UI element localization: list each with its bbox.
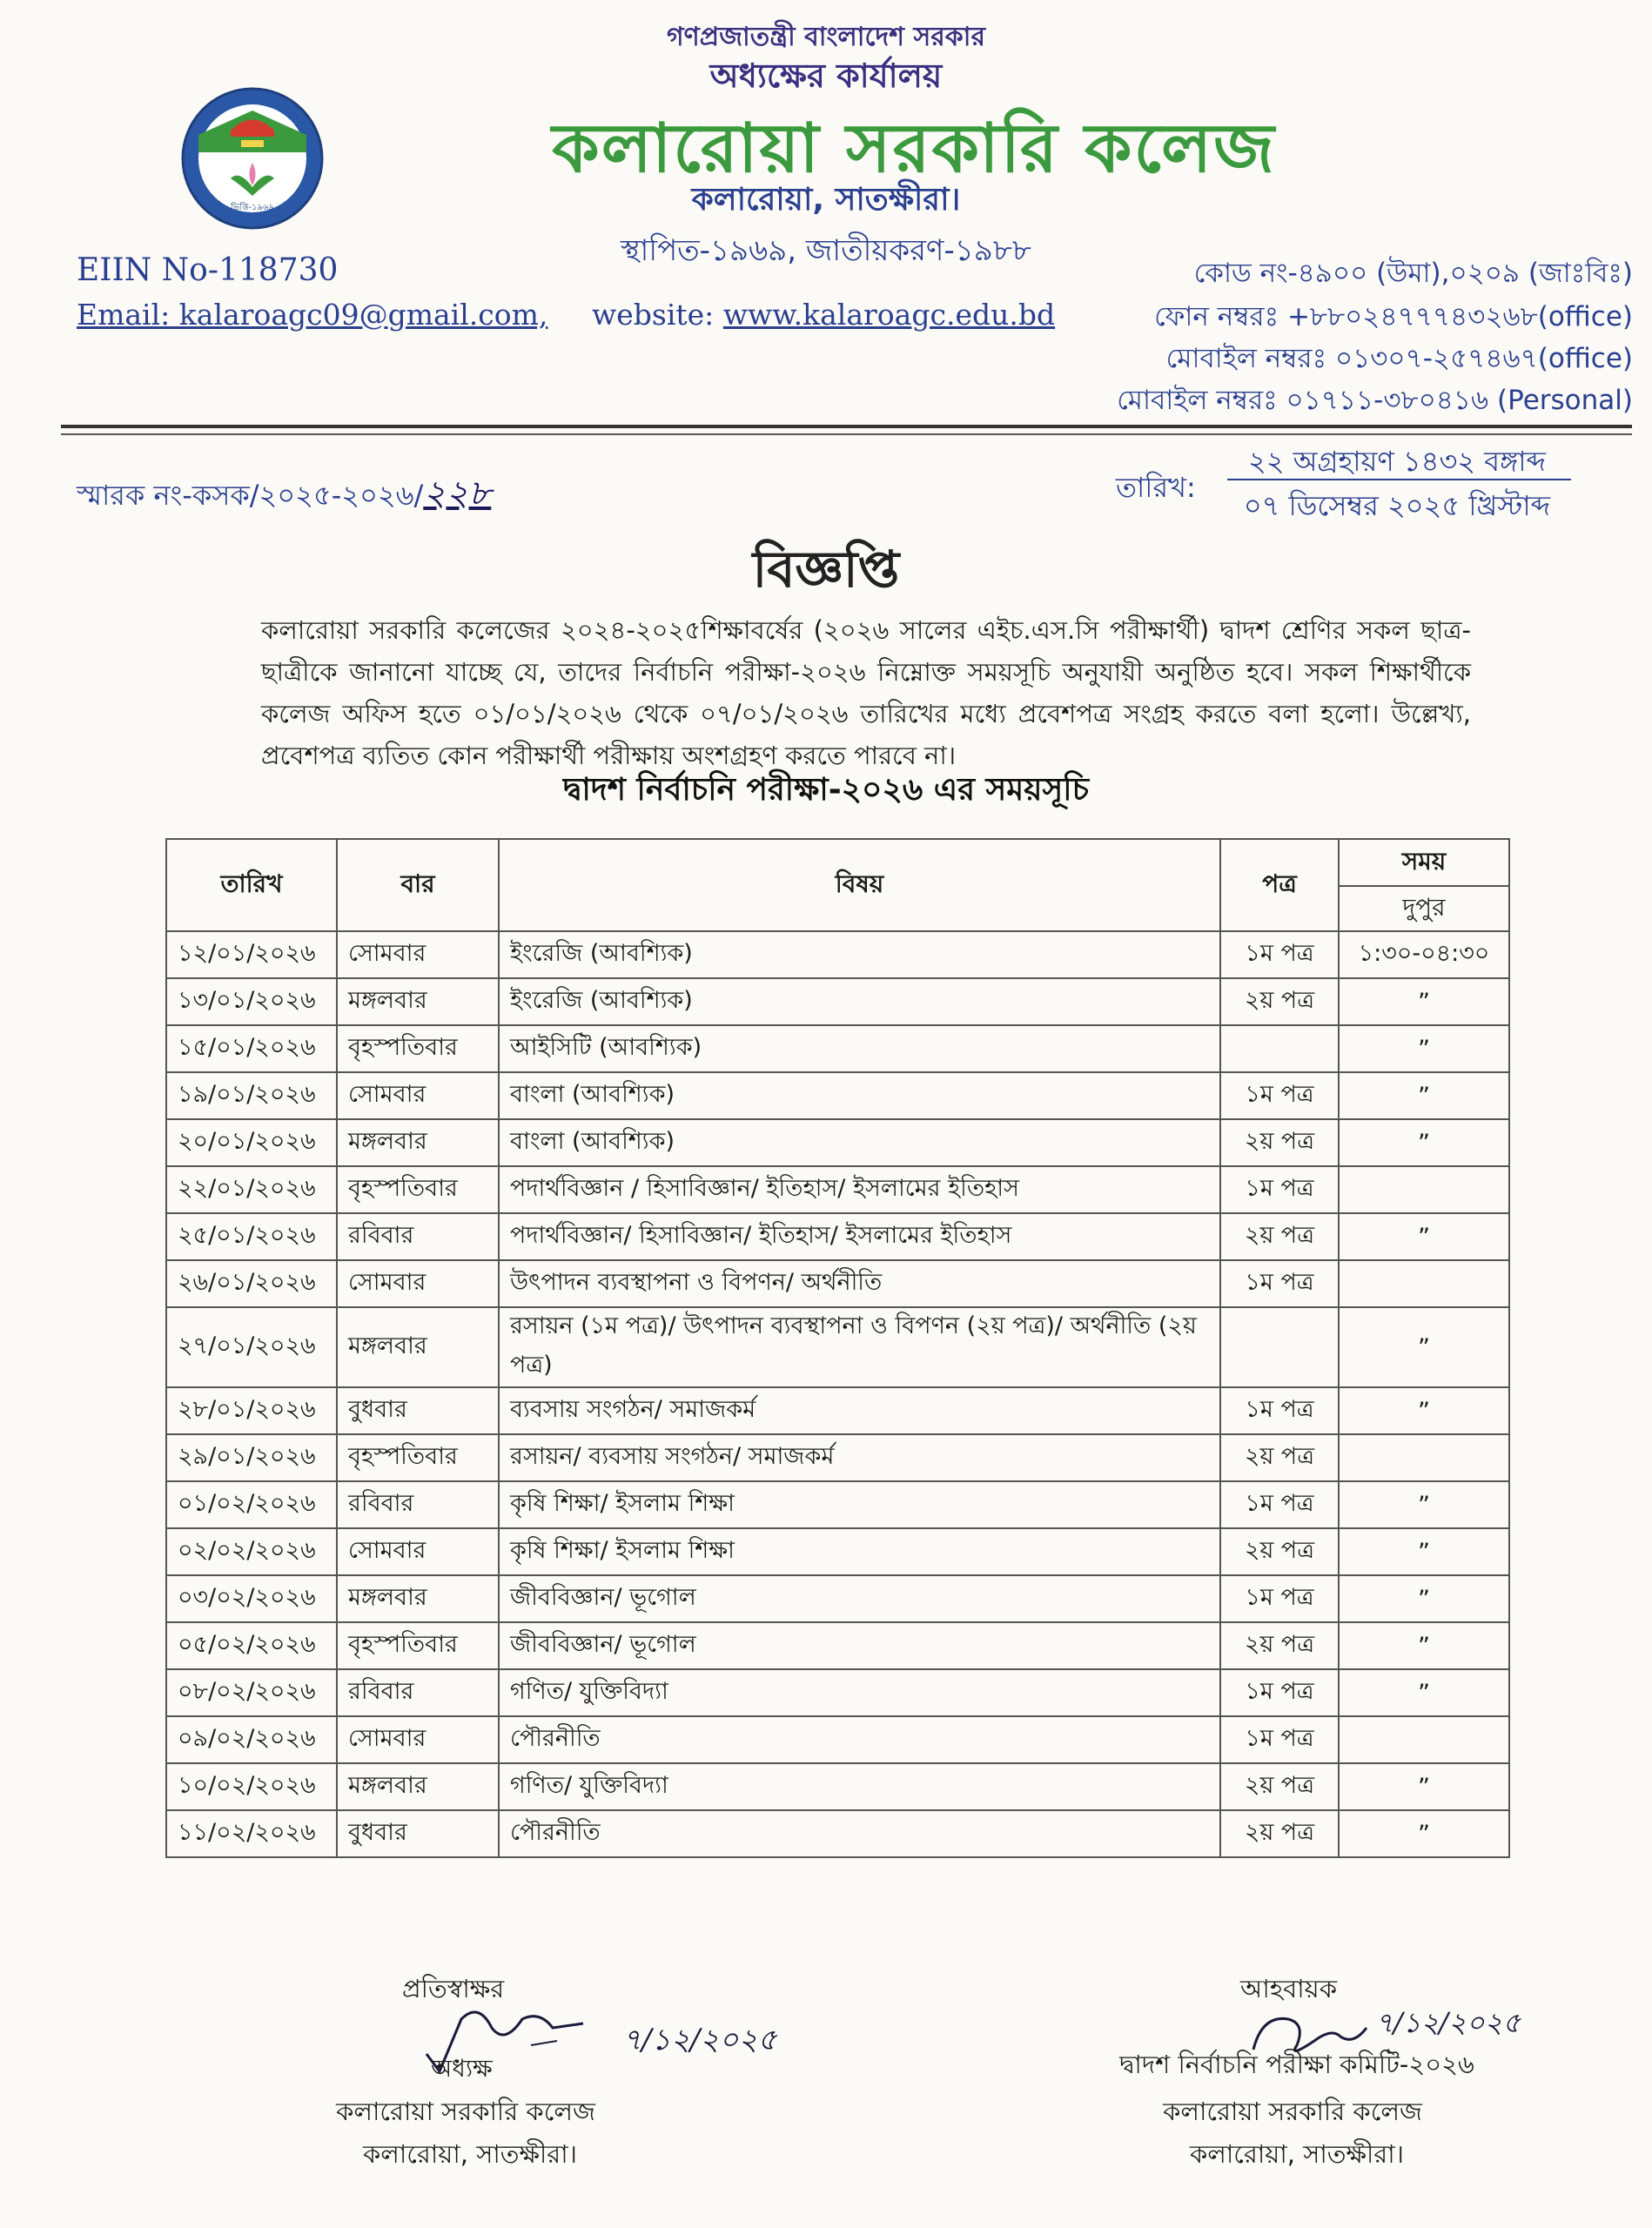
cell-time: ” xyxy=(1339,978,1509,1025)
cell-day: সোমবার xyxy=(337,1072,499,1119)
table-row xyxy=(166,1166,1509,1213)
cell-date: ১২/০১/২০২৬ xyxy=(166,931,337,978)
convener-place: কলারোয়া, সাতক্ষীরা। xyxy=(1189,2139,1405,2169)
cell-time: ” xyxy=(1339,1213,1509,1260)
cell-day: সোমবার xyxy=(337,1260,499,1307)
table-row xyxy=(166,1213,1509,1260)
cell-paper: ১ম পত্র xyxy=(1220,1575,1339,1622)
cell-time xyxy=(1339,1260,1509,1307)
table-row xyxy=(166,1434,1509,1481)
convener-role: দ্বাদশ নির্বাচনি পরীক্ষা কমিটি-২০২৬ xyxy=(1119,2050,1474,2079)
cell-paper: ১ম পত্র xyxy=(1220,1387,1339,1434)
table-row xyxy=(166,931,1509,978)
memo-number: ২২৮ xyxy=(423,473,492,513)
cell-subject: ব্যবসায় সংগঠন/ সমাজকর্ম xyxy=(499,1387,1220,1434)
contact-phone: ফোন নম্বরঃ +৮৮০২৪৭৭৭৪৩২৬৮(office) xyxy=(1154,301,1633,332)
cell-time: ” xyxy=(1339,1763,1509,1810)
cell-paper: ১ম পত্র xyxy=(1220,1716,1339,1763)
cell-date: ১৫/০১/২০২৬ xyxy=(166,1025,337,1072)
college-name: কলারোয়া সরকারি কলেজ xyxy=(552,110,1276,188)
memo-label: স্মারক নং-কসক/২০২৫-২০২৬/ xyxy=(77,479,424,512)
convener-sign-date: ৭/১২/২০২৫ xyxy=(1375,2006,1521,2039)
date-label: তারিখ: xyxy=(1116,471,1196,504)
convener-label: আহবায়ক xyxy=(1240,1974,1337,2003)
cell-paper: ১ম পত্র xyxy=(1220,1481,1339,1528)
contact-code: কোড নং-৪৯০০ (উমা),০২০৯ (জাঃবিঃ) xyxy=(1193,258,1633,289)
cell-day: বৃহস্পতিবার xyxy=(337,1166,499,1213)
cell-day: বুধবার xyxy=(337,1387,499,1434)
table-row xyxy=(166,978,1509,1025)
cell-paper: ২য় পত্র xyxy=(1220,1810,1339,1857)
cell-subject: পৌরনীতি xyxy=(499,1716,1220,1763)
cell-time: ” xyxy=(1339,1307,1509,1387)
college-location: কলারোয়া, সাতক্ষীরা। xyxy=(691,182,961,218)
cell-paper: ২য় পত্র xyxy=(1220,1763,1339,1810)
table-row xyxy=(166,1575,1509,1622)
cell-subject: কৃষি শিক্ষা/ ইসলাম শিক্ষা xyxy=(499,1528,1220,1575)
header-subject: বিষয় xyxy=(499,839,1220,931)
cell-day: মঙ্গলবার xyxy=(337,978,499,1025)
header-time: সময় xyxy=(1339,839,1509,886)
cell-day: মঙ্গলবার xyxy=(337,1763,499,1810)
header-date: তারিখ xyxy=(166,839,337,931)
cell-time: ” xyxy=(1339,1072,1509,1119)
established-line: স্থাপিত-১৯৬৯, জাতীয়করণ-১৯৮৮ xyxy=(621,233,1031,268)
date-divider xyxy=(1227,479,1571,480)
cell-date: ১৯/০১/২০২৬ xyxy=(166,1072,337,1119)
cell-date: ২৬/০১/২০২৬ xyxy=(166,1260,337,1307)
office-name: অধ্যক্ষের কার্যালয় xyxy=(709,57,943,95)
cell-paper: ২য় পত্র xyxy=(1220,1622,1339,1669)
cell-subject: পদার্থবিজ্ঞান / হিসাবিজ্ঞান/ ইতিহাস/ ইসলামের ইতিহাস xyxy=(499,1166,1220,1213)
principal-sign-date: ৭/১২/২০২৫ xyxy=(622,2023,777,2057)
cell-date: ২৭/০১/২০২৬ xyxy=(166,1307,337,1387)
cell-day: রবিবার xyxy=(337,1669,499,1716)
cell-subject: রসায়ন (১ম পত্র)/ উৎপাদন ব্যবস্থাপনা ও বিপণন (২য় পত্র)/ অর্থনীতি (২য় পত্র) xyxy=(499,1307,1220,1387)
cell-paper: ১ম পত্র xyxy=(1220,1072,1339,1119)
table-row xyxy=(166,1387,1509,1434)
cell-time: ” xyxy=(1339,1810,1509,1857)
cell-day: সোমবার xyxy=(337,931,499,978)
cell-paper: ২য় পত্র xyxy=(1220,1434,1339,1481)
cell-subject: গণিত/ যুক্তিবিদ্যা xyxy=(499,1669,1220,1716)
contact-mobile-office: মোবাইল নম্বরঃ ০১৩০৭-২৫৭৪৬৭(office) xyxy=(1165,343,1633,374)
table-header-row xyxy=(166,839,1509,886)
cell-day: মঙ্গলবার xyxy=(337,1307,499,1387)
table-row xyxy=(166,1072,1509,1119)
cell-paper: ১ম পত্র xyxy=(1220,1260,1339,1307)
cell-paper: ১ম পত্র xyxy=(1220,1669,1339,1716)
cell-day: রবিবার xyxy=(337,1213,499,1260)
cell-date: ০৩/০২/২০২৬ xyxy=(166,1575,337,1622)
cell-paper xyxy=(1220,1025,1339,1072)
memo-reference xyxy=(77,466,491,524)
date-bangla: ২২ অগ্রহায়ণ ১৪৩২ বঙ্গাব্দ xyxy=(1247,445,1547,478)
cell-day: বৃহস্পতিবার xyxy=(337,1434,499,1481)
cell-paper: ১ম পত্র xyxy=(1220,931,1339,978)
table-row xyxy=(166,1716,1509,1763)
cell-subject: কৃষি শিক্ষা/ ইসলাম শিক্ষা xyxy=(499,1481,1220,1528)
header-time-sub: দুপুর xyxy=(1339,886,1509,931)
header-divider-thin xyxy=(61,433,1632,435)
cell-day: সোমবার xyxy=(337,1716,499,1763)
cell-date: ২৮/০১/২০২৬ xyxy=(166,1387,337,1434)
cell-time xyxy=(1339,1166,1509,1213)
schedule-title: দ্বাদশ নির্বাচনি পরীক্ষা-২০২৬ এর সময়সূচি xyxy=(562,772,1090,808)
cell-subject: পৌরনীতি xyxy=(499,1810,1220,1857)
cell-subject: ইংরেজি (আবশ্যিক) xyxy=(499,931,1220,978)
cell-paper: ২য় পত্র xyxy=(1220,1119,1339,1166)
cell-subject: বাংলা (আবশ্যিক) xyxy=(499,1119,1220,1166)
cell-subject: উৎপাদন ব্যবস্থাপনা ও বিপণন/ অর্থনীতি xyxy=(499,1260,1220,1307)
cell-paper: ২য় পত্র xyxy=(1220,1528,1339,1575)
cell-date: ২২/০১/২০২৬ xyxy=(166,1166,337,1213)
cell-time xyxy=(1339,1716,1509,1763)
cell-date: ১১/০২/২০২৬ xyxy=(166,1810,337,1857)
email-link[interactable]: Email: kalaroagc09@gmail.com, xyxy=(77,298,548,332)
government-name: গণপ্রজাতন্ত্রী বাংলাদেশ সরকার xyxy=(667,22,985,52)
table-row xyxy=(166,1260,1509,1307)
cell-time: ” xyxy=(1339,1622,1509,1669)
website-link[interactable]: www.kalaroagc.edu.bd xyxy=(722,298,1056,332)
cell-time: ” xyxy=(1339,1575,1509,1622)
cell-date: ০৫/০২/২০২৬ xyxy=(166,1622,337,1669)
cell-subject: পদার্থবিজ্ঞান/ হিসাবিজ্ঞান/ ইতিহাস/ ইসলামের ইতিহাস xyxy=(499,1213,1220,1260)
cell-date: ২৯/০১/২০২৬ xyxy=(166,1434,337,1481)
website-label: website: xyxy=(592,298,715,332)
table-row xyxy=(166,1307,1509,1387)
principal-role: অধ্যক্ষ xyxy=(431,2054,493,2083)
contact-mobile-personal: মোবাইল নম্বরঃ ০১৭১১-৩৮০৪১৬ (Personal) xyxy=(1117,385,1633,416)
cell-day: বৃহস্পতিবার xyxy=(337,1622,499,1669)
exam-schedule-table xyxy=(165,838,1510,1858)
table-row xyxy=(166,1025,1509,1072)
cell-subject: ইংরেজি (আবশ্যিক) xyxy=(499,978,1220,1025)
table-row xyxy=(166,1481,1509,1528)
table-row xyxy=(166,1763,1509,1810)
cell-day: রবিবার xyxy=(337,1481,499,1528)
header-day: বার xyxy=(337,839,499,931)
table-row xyxy=(166,1622,1509,1669)
cell-time xyxy=(1339,1434,1509,1481)
cell-subject: গণিত/ যুক্তিবিদ্যা xyxy=(499,1763,1220,1810)
header-paper: পত্র xyxy=(1220,839,1339,931)
table-row xyxy=(166,1810,1509,1857)
cell-subject: রসায়ন/ ব্যবসায় সংগঠন/ সমাজকর্ম xyxy=(499,1434,1220,1481)
principal-college: কলারোয়া সরকারি কলেজ xyxy=(336,2097,595,2126)
countersign-label: প্রতিস্বাক্ষর xyxy=(402,1974,505,2003)
cell-date: ০২/০২/২০২৬ xyxy=(166,1528,337,1575)
cell-subject: বাংলা (আবশ্যিক) xyxy=(499,1072,1220,1119)
cell-time: ” xyxy=(1339,1387,1509,1434)
cell-day: মঙ্গলবার xyxy=(337,1575,499,1622)
cell-time: ১:৩০-০৪:৩০ xyxy=(1339,931,1509,978)
cell-day: বুধবার xyxy=(337,1810,499,1857)
table-row xyxy=(166,1528,1509,1575)
cell-day: সোমবার xyxy=(337,1528,499,1575)
cell-paper: ১ম পত্র xyxy=(1220,1166,1339,1213)
cell-paper: ২য় পত্র xyxy=(1220,1213,1339,1260)
principal-place: কলারোয়া, সাতক্ষীরা। xyxy=(362,2139,578,2169)
table-row xyxy=(166,1669,1509,1716)
cell-date: ২০/০১/২০২৬ xyxy=(166,1119,337,1166)
cell-day: বৃহস্পতিবার xyxy=(337,1025,499,1072)
cell-subject: জীববিজ্ঞান/ ভূগোল xyxy=(499,1622,1220,1669)
cell-date: ১০/০২/২০২৬ xyxy=(166,1763,337,1810)
cell-time: ” xyxy=(1339,1025,1509,1072)
table-body xyxy=(166,931,1509,1857)
cell-date: ২৫/০১/২০২৬ xyxy=(166,1213,337,1260)
date-gregorian: ০৭ ডিসেম্বর ২০২৫ খ্রিস্টাব্দ xyxy=(1243,489,1551,522)
notice-title: বিজ্ঞপ্তি xyxy=(752,540,900,599)
cell-date: ১৩/০১/২০২৬ xyxy=(166,978,337,1025)
cell-time: ” xyxy=(1339,1481,1509,1528)
convener-college: কলারোয়া সরকারি কলেজ xyxy=(1163,2097,1422,2126)
cell-day: মঙ্গলবার xyxy=(337,1119,499,1166)
header-divider xyxy=(61,425,1632,428)
cell-time: ” xyxy=(1339,1528,1509,1575)
cell-paper xyxy=(1220,1307,1339,1387)
cell-date: ০১/০২/২০২৬ xyxy=(166,1481,337,1528)
cell-subject: জীববিজ্ঞান/ ভূগোল xyxy=(499,1575,1220,1622)
cell-subject: আইসিটি (আবশ্যিক) xyxy=(499,1025,1220,1072)
cell-paper: ২য় পত্র xyxy=(1220,978,1339,1025)
cell-date: ০৮/০২/২০২৬ xyxy=(166,1669,337,1716)
notice-body: কলারোয়া সরকারি কলেজের ২০২৪-২০২৫শিক্ষাবর্ষের (২০২৬ সালের এইচ.এস.সি পরীক্ষার্থী) দ্বাদশ শ্রেণির সকল ছাত্র-ছাত্রীকে জানানো যাচ্ছে যে, তাদের নির্বাচনি পরীক্ষা-২০২৬ নিম্নোক্ত সময়সূচি অনুযায়ী অনুষ্ঠিত হবে। সকল শিক্ষার্থীকে কলেজ অফিস হতে ০১/০১/২০২৬ থেকে ০৭/০১/২০২৬ তারিখের মধ্যে প্রবেশপত্র সংগ্রহ করতে বলা হলো। উল্লেখ্য, প্রবেশপত্র ব্যতিত কোন পরীক্ষার্থী পরীক্ষায় অংশগ্রহণ করতে পারবে না। xyxy=(261,615,1471,770)
table-row xyxy=(166,1119,1509,1166)
logo-caption: ভিত্তি-১৯৬৯ xyxy=(231,203,274,212)
cell-time: ” xyxy=(1339,1119,1509,1166)
website-line xyxy=(592,298,1055,332)
cell-date: ০৯/০২/২০২৬ xyxy=(166,1716,337,1763)
eiin-number: EIIN No-118730 xyxy=(77,252,339,288)
cell-time: ” xyxy=(1339,1669,1509,1716)
